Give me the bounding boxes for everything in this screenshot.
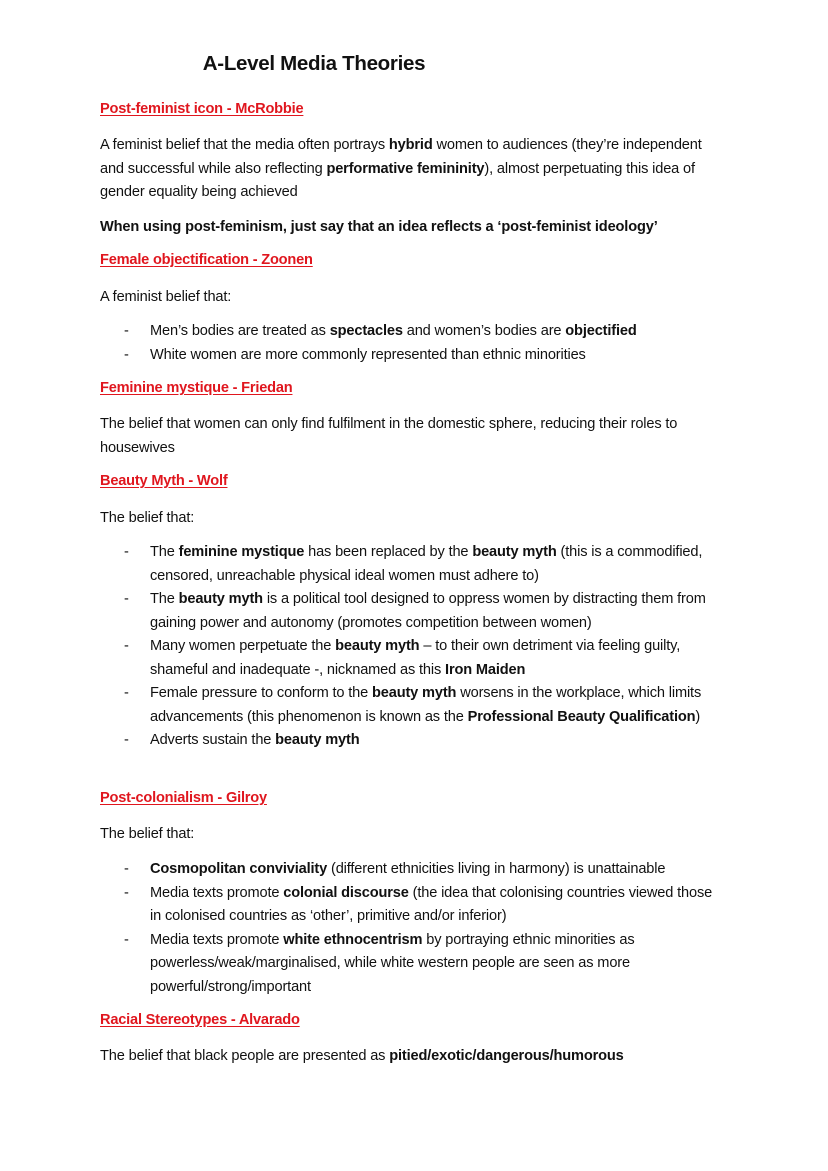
- dash-bullet-icon: -: [124, 638, 129, 654]
- section-body-friedan: [100, 413, 720, 460]
- dash-bullet-icon: -: [124, 346, 129, 363]
- list-item: [100, 729, 720, 753]
- text-run: White women are more commonly represented than ethnic minorities: [150, 346, 586, 363]
- dash-bullet-icon: -: [124, 732, 129, 748]
- section-heading-wolf: Beauty Myth - Wolf: [100, 473, 228, 489]
- bold-term: beauty myth: [178, 591, 263, 607]
- list-item: [100, 929, 720, 1000]
- dash-bullet-icon: -: [124, 323, 129, 339]
- bold-term: beauty myth: [275, 732, 360, 748]
- text-run: ), almost perpetuating this idea of gender equality being achieved: [100, 160, 695, 200]
- dash-bullet-icon: -: [124, 544, 129, 560]
- section-intro-wolf: The belief that:: [100, 510, 195, 526]
- dash-bullet-icon: -: [124, 931, 129, 948]
- post-feminism-note: When using post-feminism, just say that an idea reflects a ‘post-feminist ideology’: [100, 219, 658, 235]
- list-item: [100, 682, 720, 729]
- page-title: A-Level Media Theories: [202, 52, 426, 75]
- text-run: Media texts promote: [150, 931, 284, 948]
- list-item: [100, 858, 720, 882]
- list-item: [100, 882, 720, 929]
- bold-term: spectacles: [329, 323, 403, 339]
- text-run: The: [150, 591, 179, 607]
- section-body-alvarado: [100, 1045, 720, 1069]
- bold-term: beauty myth: [372, 685, 457, 701]
- bold-term: Cosmopolitan conviviality: [150, 861, 328, 877]
- text-run: Men’s bodies are treated as: [150, 323, 330, 339]
- section-heading-gilroy: Post-colonialism - Gilroy: [100, 790, 267, 806]
- dash-bullet-icon: -: [124, 861, 129, 877]
- text-run: has been replaced by the: [304, 544, 473, 560]
- text-run: ): [695, 708, 701, 725]
- text-run: worsens in the workplace, which limits advancements (this phenomenon is known as the: [150, 685, 702, 725]
- bullet-list-zoonen: [100, 320, 720, 367]
- dash-bullet-icon: -: [124, 591, 129, 607]
- section-heading-alvarado: Racial Stereotypes - Alvarado: [100, 1012, 300, 1028]
- text-run: Adverts sustain the: [150, 732, 276, 748]
- section-heading-mcrobbie: Post-feminist icon - McRobbie: [100, 101, 304, 117]
- bullet-list-wolf: [100, 541, 720, 753]
- bold-term: Professional Beauty Qualification: [467, 708, 696, 725]
- text-run: women to audiences (they’re independent and successful while also reflecting: [100, 137, 702, 177]
- text-run: and women’s bodies are: [402, 323, 566, 339]
- bold-term: Iron Maiden: [445, 661, 526, 678]
- dash-bullet-icon: -: [124, 685, 129, 701]
- list-item: [100, 541, 720, 588]
- list-item: [100, 344, 720, 368]
- section-intro-gilroy: The belief that:: [100, 826, 195, 842]
- text-run: – to their own detriment via feeling guilty, shameful and inadequate -, nicknamed as this: [150, 638, 681, 678]
- bold-term: beauty myth: [335, 638, 420, 654]
- text-run: The: [150, 544, 179, 560]
- text-run: The belief that black people are presented as: [100, 1048, 390, 1064]
- text-run: (different ethnicities living in harmony) is unattainable: [327, 861, 666, 877]
- bold-term: feminine mystique: [178, 544, 305, 560]
- text-run: The belief that women can only find fulfilment in the domestic sphere, reducing their roles to housewives: [100, 416, 678, 456]
- section-body-mcrobbie: [100, 134, 720, 205]
- bold-term: performative femininity: [326, 160, 485, 177]
- dash-bullet-icon: -: [124, 884, 129, 901]
- section-heading-zoonen: Female objectification - Zoonen: [100, 252, 313, 268]
- text-run: (this is a commodified, censored, unreachable physical ideal women must adhere to): [150, 544, 703, 584]
- text-run: Media texts promote: [150, 884, 284, 901]
- bold-term: objectified: [565, 323, 637, 339]
- bold-term: white ethnocentrism: [283, 931, 423, 948]
- text-run: is a political tool designed to oppress women by distracting them from gaining power and autonomy (promotes competition between women): [150, 591, 706, 631]
- text-run: by portraying ethnic minorities as powerless/weak/marginalised, while white western people are seen as more powerful/strong/important: [150, 931, 635, 995]
- bold-term: hybrid: [388, 137, 433, 153]
- bullet-list-gilroy: [100, 858, 720, 999]
- list-item: [100, 588, 720, 635]
- list-item: [100, 635, 720, 682]
- section-intro-zoonen: A feminist belief that:: [100, 289, 232, 305]
- bold-term: colonial discourse: [283, 884, 409, 901]
- bold-term: pitied/exotic/dangerous/humorous: [389, 1048, 624, 1064]
- section-heading-friedan: Feminine mystique - Friedan: [100, 380, 293, 396]
- bold-term: beauty myth: [472, 544, 557, 560]
- text-run: (the idea that colonising countries viewed those in colonised countries as ‘other’, primitive and/or inferior): [150, 884, 713, 924]
- text-run: A feminist belief that the media often portrays: [100, 137, 389, 153]
- text-run: Female pressure to conform to the: [150, 685, 373, 701]
- list-item: [100, 320, 720, 344]
- text-run: Many women perpetuate the: [150, 638, 336, 654]
